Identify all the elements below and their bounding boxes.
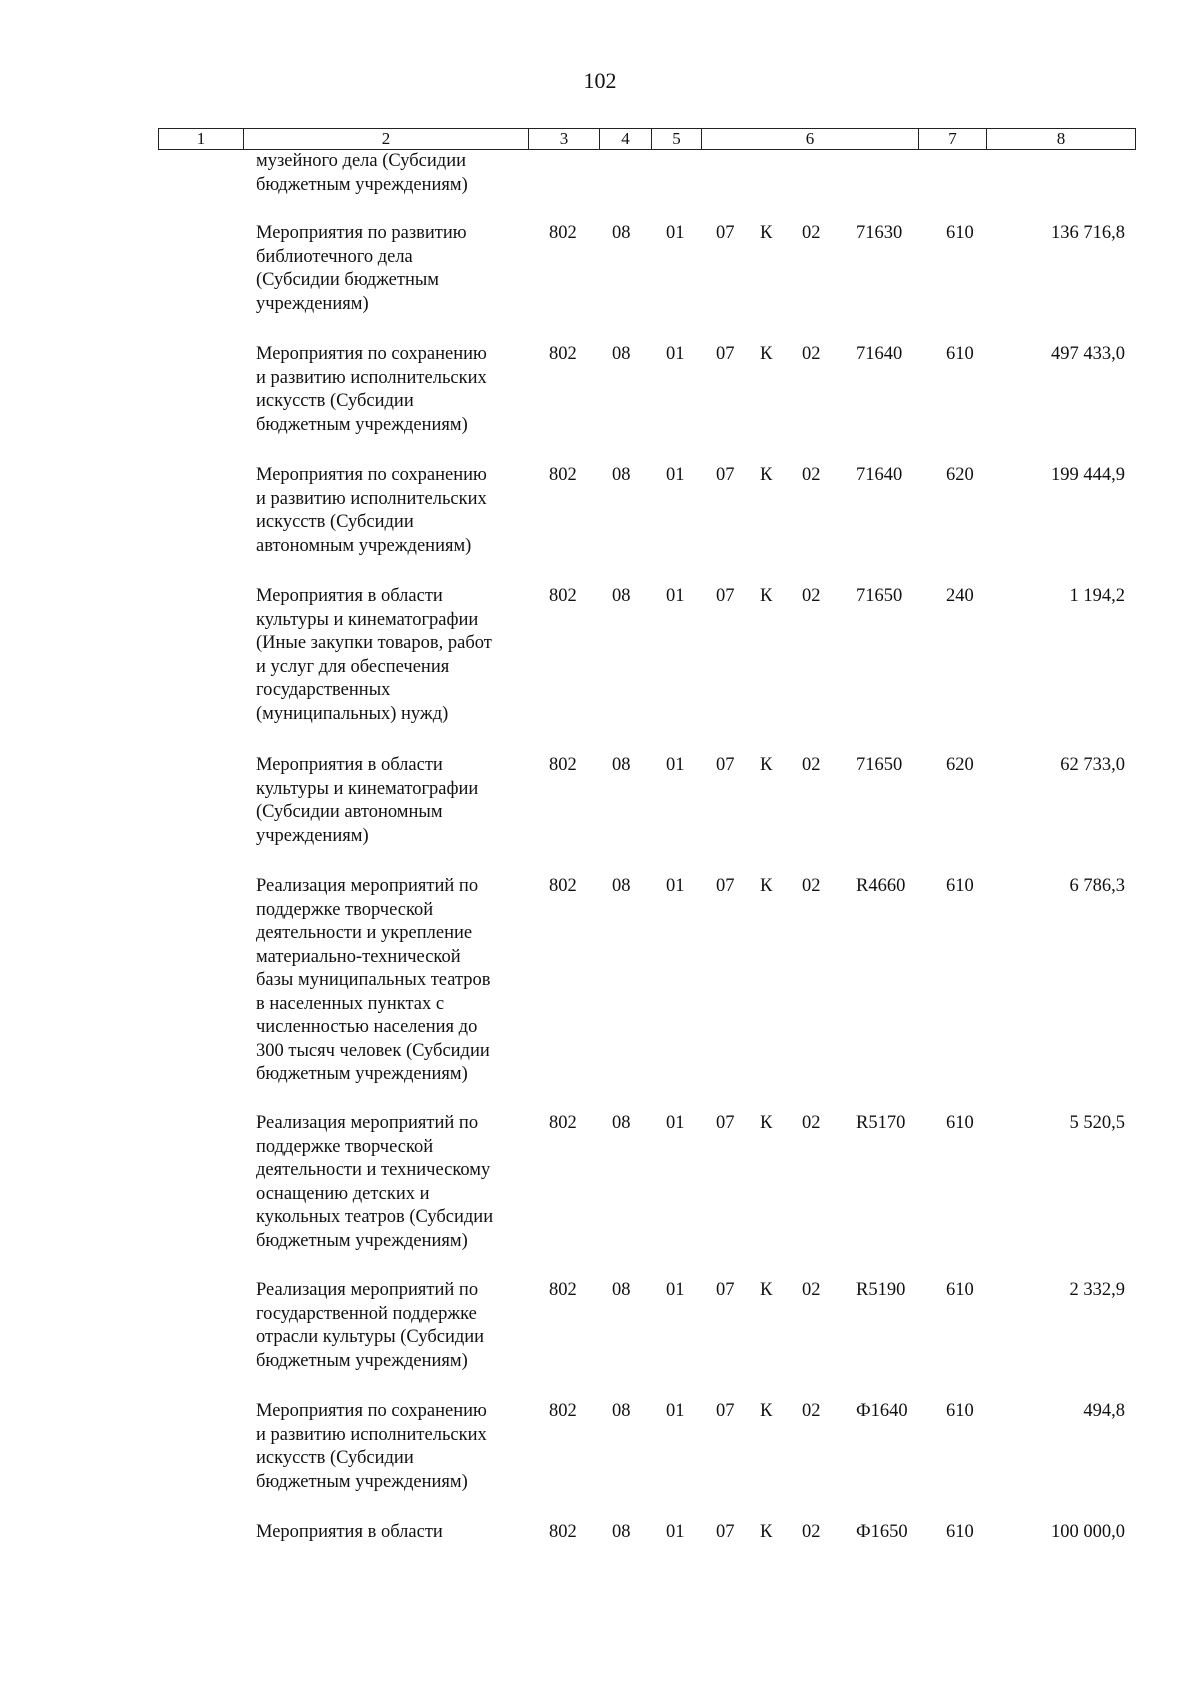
description-line: государственных [256, 680, 391, 700]
description-line: (Субсидии автономным [256, 802, 443, 822]
table-row [0, 875, 1200, 1087]
event-code: 02 [802, 1113, 821, 1133]
expense-type-code: 610 [946, 1401, 974, 1421]
expense-type-code: 610 [946, 876, 974, 896]
header-col-2: 2 [244, 129, 529, 150]
direction-code: Ф1640 [856, 1401, 908, 1421]
ministry-code: 802 [549, 465, 577, 485]
description-line: государственной поддержке [256, 1303, 477, 1324]
header-col-8: 8 [987, 129, 1136, 150]
event-code: 02 [802, 586, 821, 606]
row-description [256, 754, 526, 848]
section-code: 08 [612, 344, 631, 364]
amount: 199 444,9 [1051, 465, 1125, 485]
section-code: 08 [612, 223, 631, 243]
section-code: 08 [612, 1401, 631, 1421]
row-description [256, 343, 526, 437]
description-line: и услуг для обеспечения [256, 656, 450, 677]
row-description [256, 875, 526, 1087]
description-line: поддержке творческой [256, 899, 434, 920]
program-code: 07 [716, 1522, 735, 1542]
description-line: Реализация мероприятий по [256, 1280, 479, 1300]
description-line: бюджетным учреждениям) [256, 1471, 468, 1492]
expense-type-code: 610 [946, 1113, 974, 1133]
subprogram-code: К [760, 1401, 773, 1421]
ministry-code: 802 [549, 586, 577, 606]
expense-type-code: 610 [946, 1280, 974, 1300]
column-number-header [158, 128, 1136, 150]
table-row [0, 1279, 1200, 1373]
subsection-code: 01 [666, 1280, 685, 1300]
subprogram-code: К [760, 465, 773, 485]
amount: 136 716,8 [1051, 223, 1125, 243]
description-line: (муниципальных) нужд) [256, 703, 449, 724]
expense-type-code: 610 [946, 223, 974, 243]
description-line: поддержке творческой [256, 1136, 434, 1157]
description-line: Мероприятия по развитию [256, 223, 467, 243]
subsection-code: 01 [666, 1113, 685, 1133]
subprogram-code: К [760, 223, 773, 243]
row-description [256, 1112, 526, 1253]
subprogram-code: К [760, 586, 773, 606]
ministry-code: 802 [549, 1113, 577, 1133]
event-code: 02 [802, 1522, 821, 1542]
description-line: Реализация мероприятий по [256, 876, 479, 896]
section-code: 08 [612, 1280, 631, 1300]
direction-code: 71650 [856, 755, 903, 775]
ministry-code: 802 [549, 344, 577, 364]
description-line: Мероприятия в области [256, 755, 443, 775]
section-code: 08 [612, 1522, 631, 1542]
description-line: бюджетным учреждениям) [256, 414, 468, 435]
header-col-1: 1 [159, 129, 244, 150]
description-line: искусств (Субсидии [256, 512, 414, 532]
program-code: 07 [716, 344, 735, 364]
section-code: 08 [612, 755, 631, 775]
description-line: численностью населения до [256, 1017, 478, 1037]
program-code: 07 [716, 755, 735, 775]
section-code: 08 [612, 586, 631, 606]
header-col-3: 3 [529, 129, 600, 150]
table-row [0, 1112, 1200, 1253]
row-description [256, 1400, 526, 1494]
expense-type-code: 620 [946, 755, 974, 775]
subprogram-code: К [760, 1113, 773, 1133]
description-line: базы муниципальных театров [256, 970, 491, 990]
amount: 5 520,5 [1069, 1113, 1125, 1133]
description-line: бюджетным учреждениям) [256, 1350, 468, 1371]
amount: 497 433,0 [1051, 344, 1125, 364]
description-line: музейного дела (Субсидии [256, 151, 467, 171]
event-code: 02 [802, 223, 821, 243]
subprogram-code: К [760, 1522, 773, 1542]
subsection-code: 01 [666, 1522, 685, 1542]
program-code: 07 [716, 876, 735, 896]
direction-code: 71650 [856, 586, 903, 606]
expense-type-code: 610 [946, 1522, 974, 1542]
direction-code: 71640 [856, 465, 903, 485]
ministry-code: 802 [549, 223, 577, 243]
description-line: учреждениям) [256, 825, 369, 846]
description-line: Мероприятия по сохранению [256, 1401, 487, 1421]
row-description [256, 1521, 526, 1545]
direction-code: 71630 [856, 223, 903, 243]
table-row [0, 343, 1200, 437]
description-line: искусств (Субсидии [256, 1448, 414, 1468]
description-line: (Субсидии бюджетным [256, 270, 439, 290]
ministry-code: 802 [549, 1522, 577, 1542]
table-row [0, 464, 1200, 558]
subprogram-code: К [760, 1280, 773, 1300]
event-code: 02 [802, 1401, 821, 1421]
description-line: бюджетным учреждениям) [256, 1230, 468, 1251]
subsection-code: 01 [666, 465, 685, 485]
table-row [0, 1400, 1200, 1494]
description-line: в населенных пунктах с [256, 993, 445, 1014]
section-code: 08 [612, 1113, 631, 1133]
description-line: культуры и кинематографии [256, 778, 479, 799]
direction-code: Ф1650 [856, 1522, 908, 1542]
description-line: Мероприятия в области [256, 586, 443, 606]
table-row [0, 222, 1200, 316]
subsection-code: 01 [666, 755, 685, 775]
amount: 6 786,3 [1069, 876, 1125, 896]
subsection-code: 01 [666, 876, 685, 896]
amount: 1 194,2 [1069, 586, 1125, 606]
direction-code: R4660 [856, 876, 906, 896]
subsection-code: 01 [666, 1401, 685, 1421]
description-line: оснащению детских и [256, 1183, 430, 1204]
row-description [256, 585, 526, 726]
event-code: 02 [802, 755, 821, 775]
subsection-code: 01 [666, 223, 685, 243]
description-line: и развитию исполнительских [256, 1424, 487, 1445]
header-col-6: 6 [702, 129, 919, 150]
event-code: 02 [802, 876, 821, 896]
program-code: 07 [716, 586, 735, 606]
description-line: бюджетным учреждениям) [256, 1064, 468, 1084]
expense-type-code: 620 [946, 465, 974, 485]
event-code: 02 [802, 465, 821, 485]
amount: 494,8 [1083, 1401, 1125, 1421]
subsection-code: 01 [666, 344, 685, 364]
event-code: 02 [802, 344, 821, 364]
description-line: учреждениям) [256, 293, 369, 314]
event-code: 02 [802, 1280, 821, 1300]
header-col-4: 4 [600, 129, 652, 150]
description-line: культуры и кинематографии [256, 609, 479, 630]
description-line: и развитию исполнительских [256, 488, 487, 509]
subprogram-code: К [760, 344, 773, 364]
direction-code: R5190 [856, 1280, 906, 1300]
row-description [256, 1279, 526, 1373]
description-line: библиотечного дела [256, 246, 413, 267]
table-row [0, 150, 1200, 197]
program-code: 07 [716, 223, 735, 243]
table-row [0, 585, 1200, 726]
section-code: 08 [612, 876, 631, 896]
amount: 62 733,0 [1060, 755, 1125, 775]
description-line: отрасли культуры (Субсидии [256, 1327, 485, 1347]
description-line: 300 тысяч человек (Субсидии [256, 1040, 490, 1061]
header-col-7: 7 [919, 129, 987, 150]
description-line: Мероприятия в области [256, 1522, 443, 1542]
expense-type-code: 610 [946, 344, 974, 364]
subsection-code: 01 [666, 586, 685, 606]
row-description [256, 150, 526, 197]
direction-code: R5170 [856, 1113, 906, 1133]
table-row [0, 1521, 1200, 1545]
description-line: материально-технической [256, 946, 461, 967]
ministry-code: 802 [549, 755, 577, 775]
description-line: автономным учреждениям) [256, 535, 472, 556]
description-line: деятельности и укрепление [256, 923, 473, 943]
description-line: бюджетным учреждениям) [256, 174, 468, 195]
program-code: 07 [716, 1280, 735, 1300]
ministry-code: 802 [549, 1401, 577, 1421]
description-line: Мероприятия по сохранению [256, 465, 487, 485]
subprogram-code: К [760, 876, 773, 896]
page-number: 102 [583, 68, 617, 93]
row-description [256, 222, 526, 316]
table-row [0, 754, 1200, 848]
program-code: 07 [716, 1113, 735, 1133]
description-line: и развитию исполнительских [256, 367, 487, 388]
ministry-code: 802 [549, 1280, 577, 1300]
description-line: Мероприятия по сохранению [256, 344, 487, 364]
ministry-code: 802 [549, 876, 577, 896]
row-description [256, 464, 526, 558]
amount: 100 000,0 [1051, 1522, 1125, 1542]
section-code: 08 [612, 465, 631, 485]
header-col-5: 5 [652, 129, 702, 150]
description-line: Реализация мероприятий по [256, 1113, 479, 1133]
program-code: 07 [716, 465, 735, 485]
description-line: кукольных театров (Субсидии [256, 1207, 494, 1227]
direction-code: 71640 [856, 344, 903, 364]
expense-type-code: 240 [946, 586, 974, 606]
description-line: искусств (Субсидии [256, 391, 414, 411]
description-line: (Иные закупки товаров, работ [256, 633, 492, 653]
amount: 2 332,9 [1069, 1280, 1125, 1300]
program-code: 07 [716, 1401, 735, 1421]
description-line: деятельности и техническому [256, 1160, 491, 1180]
subprogram-code: К [760, 755, 773, 775]
